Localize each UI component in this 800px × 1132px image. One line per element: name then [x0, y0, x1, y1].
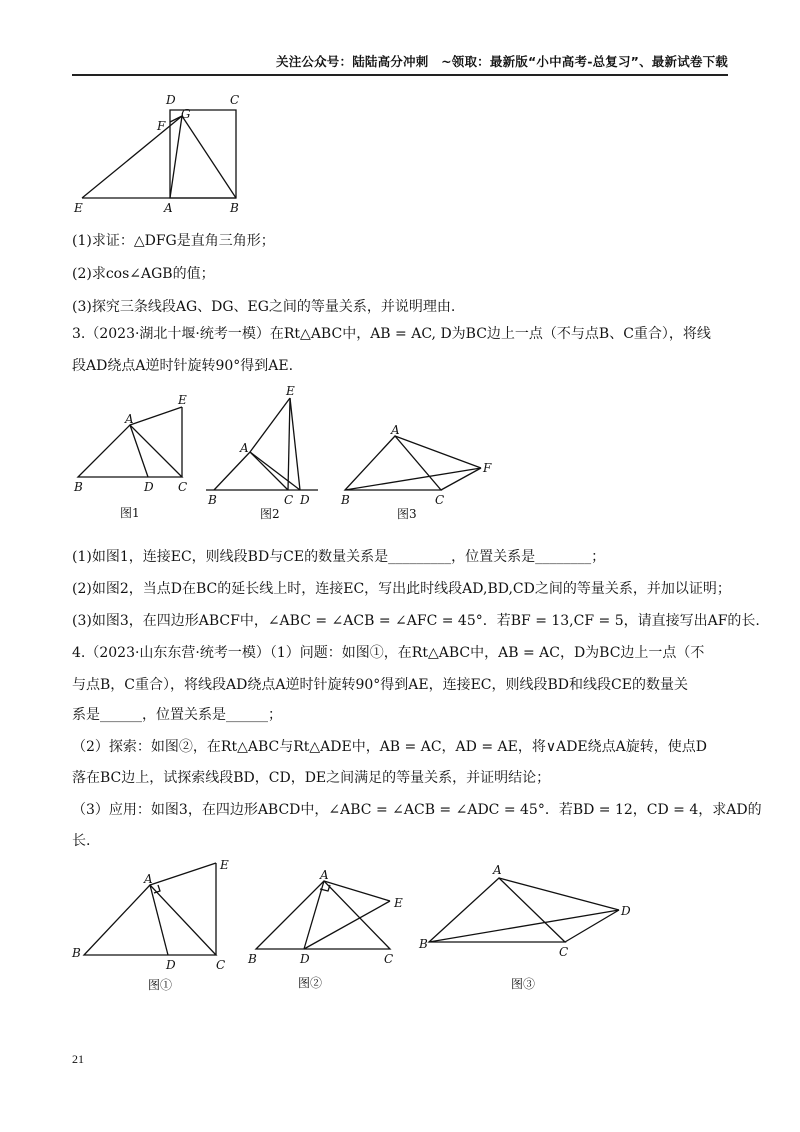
q3-intro-line2: 段AD绕点A逆时针旋转90°得到AE. — [72, 358, 294, 374]
label-F: F — [157, 119, 166, 133]
label-C: C — [178, 480, 188, 494]
label-C: C — [435, 493, 445, 507]
label-A: A — [125, 412, 134, 426]
q4-intro-line2: 与点B，C重合），将线段AD绕点A逆时针旋转90°得到AE，连接EC，则线段BD和线段CE的数量关 — [72, 677, 688, 693]
label-C: C — [216, 958, 226, 972]
label-B: B — [248, 952, 257, 966]
label-D: D — [144, 480, 154, 494]
label-C: C — [384, 952, 394, 966]
q2-part3: (3)探究三条线段AG、DG、EG之间的等量关系，并说明理由. — [72, 299, 456, 315]
q4-part2-line1: （2）探索：如图②，在Rt△ABC与Rt△ADE中，AB = AC，AD = AE，将∨ADE绕点A旋转，使点D — [72, 739, 707, 755]
segment-AD — [130, 425, 148, 477]
segment-AE — [130, 407, 182, 425]
label-D: D — [300, 952, 310, 966]
label-E: E — [178, 393, 187, 407]
label-B: B — [72, 946, 81, 960]
q4-figure-1 — [68, 855, 243, 1005]
segment-AD — [499, 878, 619, 910]
label-B: B — [419, 937, 428, 951]
segment-AD — [150, 885, 168, 955]
segment-DE — [304, 901, 390, 949]
caption-fig3: 图③ — [511, 977, 536, 991]
label-D: D — [166, 93, 176, 107]
caption-fig2: 图2 — [260, 507, 280, 521]
right-angle-mark — [154, 885, 160, 893]
label-C: C — [284, 493, 294, 507]
label-B: B — [208, 493, 217, 507]
q4-part3-line1: （3）应用：如图3，在四边形ABCD中，∠ABC = ∠ACB = ∠ADC = 45°．若BD = 12，CD = 4，求AD的 — [72, 802, 762, 818]
segment-AD — [250, 452, 300, 490]
label-D: D — [300, 493, 310, 507]
q4-intro-line1: 4.（2023·山东东营·统考一模）（1）问题：如图①，在Rt△ABC中，AB = AC，D为BC边上一点（不 — [72, 645, 705, 661]
caption-fig2: 图② — [298, 976, 323, 990]
label-D: D — [621, 904, 631, 918]
figure-square-triangle — [60, 88, 260, 218]
page-number: 21 — [72, 1052, 84, 1066]
label-F: F — [483, 461, 492, 475]
q3-intro-line1: 3.（2023·湖北十堰·统考一模）在Rt△ABC中，AB = AC, D为BC边上一点（不与点B、C重合），将线 — [72, 326, 711, 342]
label-A: A — [240, 441, 249, 455]
q2-part2: (2)求cos∠AGB的值； — [72, 266, 215, 282]
label-D: D — [166, 958, 176, 972]
q3-part2: (2)如图2，当点D在BC的延长线上时，连接EC，写出此时线段AD,BD,CD之间的等量关系，并加以证明； — [72, 581, 731, 597]
label-E: E — [220, 858, 229, 872]
caption-fig1: 图① — [148, 978, 173, 992]
q4-part2-line2: 落在BC边上，试探索线段BD，CD，DE之间满足的等量关系，并证明结论； — [72, 770, 551, 786]
q4-part3-line2: 长. — [72, 833, 91, 849]
segment-AE — [150, 863, 216, 885]
segment-BA — [214, 452, 250, 490]
q2-part1: (1)求证：△DFG是直角三角形； — [72, 233, 275, 249]
segment-BG — [182, 116, 236, 198]
q4-figure-2 — [240, 865, 410, 1005]
triangle-ABC — [78, 425, 182, 477]
segment-ED — [290, 398, 300, 490]
q4-intro-line3: 系是______，位置关系是______； — [72, 707, 282, 723]
label-A: A — [164, 201, 173, 215]
label-A: A — [493, 863, 502, 877]
label-B: B — [230, 201, 239, 215]
triangle-ABC — [429, 878, 565, 942]
segment-AC — [250, 452, 288, 490]
segment-BD — [429, 910, 619, 942]
q3-part3: (3)如图3，在四边形ABCF中，∠ABC = ∠ACB = ∠AFC = 45°．若BF = 13,CF = 5，请直接写出AF的长. — [72, 613, 760, 629]
label-C: C — [559, 945, 569, 959]
label-E: E — [286, 384, 295, 398]
q3-part1: (1)如图1，连接EC，则线段BD与CE的数量关系是_________，位置关系是________； — [72, 549, 606, 565]
q3-figure-2 — [200, 380, 330, 525]
square-ABCD — [170, 110, 236, 198]
triangle-ABC — [84, 885, 216, 955]
q3-figure-3 — [335, 420, 500, 525]
segment-AE — [250, 398, 290, 452]
label-A: A — [320, 868, 329, 882]
q4-figure-3 — [415, 860, 640, 995]
caption-fig3: 图3 — [397, 507, 417, 521]
label-C: C — [230, 93, 240, 107]
label-E: E — [394, 896, 403, 910]
caption-fig1: 图1 — [120, 506, 140, 520]
segment-EG — [82, 116, 182, 198]
label-A: A — [144, 872, 153, 886]
label-B: B — [74, 480, 83, 494]
segment-AG — [170, 116, 182, 198]
label-G: G — [181, 107, 191, 121]
label-A: A — [391, 423, 400, 437]
label-B: B — [341, 493, 350, 507]
segment-EC — [288, 398, 290, 490]
q3-figure-1 — [70, 385, 200, 525]
page-header: 关注公众号：陆陆高分冲刺 ~领取：最新版“小中高考-总复习”、最新试卷下载 — [72, 52, 728, 76]
label-E: E — [74, 201, 83, 215]
